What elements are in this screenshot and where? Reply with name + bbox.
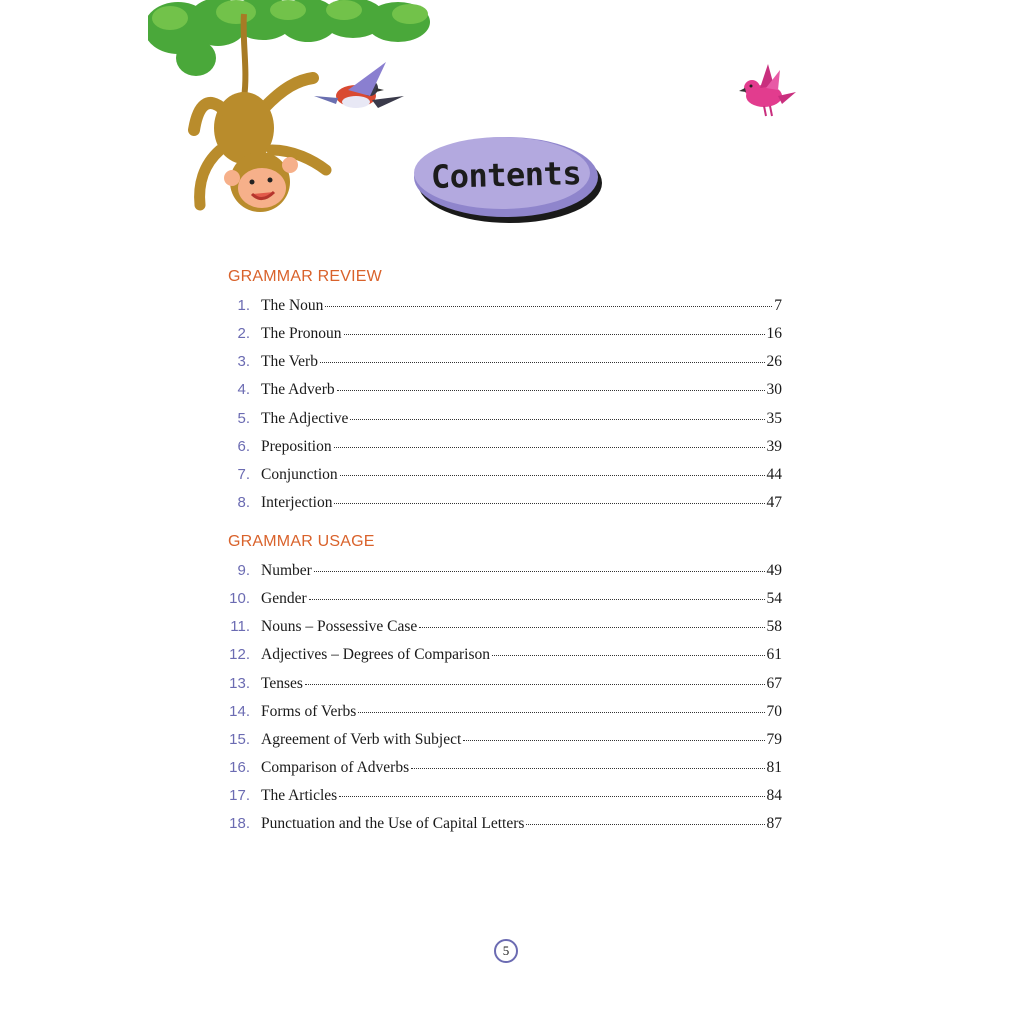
toc-entry-number: 5. <box>237 409 250 427</box>
toc-entry-number: 1. <box>237 297 250 314</box>
toc-entry[interactable] <box>228 703 782 725</box>
red-bird-icon <box>314 62 404 108</box>
toc-entry-title: Preposition <box>261 437 332 455</box>
toc-entry-title: Forms of Verbs <box>261 702 357 720</box>
pink-bird-icon <box>738 60 800 125</box>
toc-entry-page: 26 <box>766 353 782 371</box>
toc-entry-title: The Verb <box>261 353 318 371</box>
contents-title-badge <box>408 133 604 225</box>
page-number: 5 <box>494 939 518 963</box>
page-title: Contents <box>430 154 582 196</box>
dot-leader <box>411 767 764 769</box>
toc-entry-number: 11. <box>230 618 250 636</box>
dot-leader <box>419 626 764 628</box>
toc-entry[interactable] <box>228 381 782 403</box>
toc-entry[interactable] <box>228 759 782 781</box>
toc-entry-page: 84 <box>766 787 782 805</box>
toc-entry-number: 17. <box>229 787 250 805</box>
dot-leader <box>526 823 764 825</box>
dot-leader <box>339 795 764 797</box>
toc-entry-title: Adjectives – Degrees of Comparison <box>261 646 490 664</box>
toc-entry-number: 4. <box>237 381 250 399</box>
toc-entry-number: 14. <box>229 702 250 720</box>
toc-entry-page: 7 <box>774 297 782 314</box>
toc-entry-page: 54 <box>766 590 782 608</box>
toc-entry-page: 81 <box>766 759 782 777</box>
dot-leader <box>305 683 765 685</box>
section-heading: GRAMMAR REVIEW <box>228 268 382 285</box>
toc-entry-page: 79 <box>766 730 782 748</box>
toc-entry-page: 67 <box>766 674 782 692</box>
toc-entry[interactable] <box>228 646 782 668</box>
toc-entry-title: Gender <box>261 590 307 608</box>
toc-entry[interactable] <box>228 815 782 837</box>
toc-entry[interactable] <box>228 675 782 697</box>
toc-entry-number: 2. <box>237 325 250 343</box>
dot-leader <box>314 570 765 572</box>
toc-entry-title: Nouns – Possessive Case <box>261 618 418 636</box>
toc-entry-number: 6. <box>237 437 250 455</box>
toc-entry[interactable] <box>228 787 782 809</box>
dot-leader <box>340 474 765 476</box>
toc-entry-title: The Adjective <box>261 409 349 427</box>
toc-entry-page: 47 <box>766 494 782 512</box>
dot-leader <box>492 654 765 656</box>
toc-entry-title: Comparison of Adverbs <box>261 759 410 777</box>
toc-entry-title: The Articles <box>261 787 338 805</box>
toc-entry-number: 12. <box>229 646 250 664</box>
toc-entry[interactable] <box>228 297 782 319</box>
toc-entry-page: 44 <box>766 465 782 483</box>
toc-entry-page: 35 <box>766 409 782 427</box>
toc-entry[interactable] <box>228 590 782 612</box>
toc-entry-number: 13. <box>229 674 250 692</box>
toc-entry[interactable] <box>228 562 782 584</box>
toc-entry-title: Conjunction <box>261 465 338 483</box>
toc-entry-title: The Noun <box>261 297 324 314</box>
toc-entry-page: 30 <box>766 381 782 399</box>
toc-entry-page: 70 <box>766 702 782 720</box>
tree-leaves-icon <box>148 0 448 220</box>
toc-entry[interactable] <box>228 466 782 488</box>
toc-entry-title: Punctuation and the Use of Capital Letters <box>261 815 525 833</box>
dot-leader <box>320 361 765 363</box>
toc-entry-number: 7. <box>237 465 250 483</box>
toc-entry[interactable] <box>228 325 782 347</box>
toc-entry-page: 16 <box>766 325 782 343</box>
toc-entry[interactable] <box>228 438 782 460</box>
section-heading: GRAMMAR USAGE <box>228 533 375 550</box>
toc-entry-page: 61 <box>766 646 782 664</box>
toc-entry[interactable] <box>228 410 782 432</box>
toc-entry-number: 15. <box>229 730 250 748</box>
toc-entry-number: 10. <box>229 590 250 608</box>
toc-entry-page: 58 <box>766 618 782 636</box>
dot-leader <box>358 711 764 713</box>
dot-leader <box>350 418 764 420</box>
toc-entry-title: Agreement of Verb with Subject <box>261 730 462 748</box>
toc-entry-title: The Pronoun <box>261 325 342 343</box>
toc-entry-number: 18. <box>229 815 250 833</box>
toc-entry[interactable] <box>228 618 782 640</box>
toc-entry-number: 8. <box>237 494 250 512</box>
dot-leader <box>325 305 772 307</box>
toc-entry[interactable] <box>228 353 782 375</box>
toc-entry[interactable] <box>228 731 782 753</box>
toc-entry[interactable] <box>228 494 782 516</box>
toc-entry-page: 39 <box>766 437 782 455</box>
toc-entry-number: 16. <box>229 759 250 777</box>
dot-leader <box>334 446 765 448</box>
toc-entry-title: Interjection <box>261 494 333 512</box>
toc-entry-title: Number <box>261 562 312 579</box>
dot-leader <box>463 739 764 741</box>
toc-entry-page: 49 <box>766 562 782 579</box>
toc-entry-title: The Adverb <box>261 381 335 399</box>
dot-leader <box>334 502 764 504</box>
monkey-tree-illustration <box>148 0 448 225</box>
toc-entry-number: 3. <box>237 353 250 371</box>
toc-entry-page: 87 <box>766 815 782 833</box>
dot-leader <box>337 389 765 391</box>
dot-leader <box>309 598 765 600</box>
toc-entry-number: 9. <box>237 562 250 579</box>
toc-entry-title: Tenses <box>261 674 303 692</box>
dot-leader <box>344 333 765 335</box>
